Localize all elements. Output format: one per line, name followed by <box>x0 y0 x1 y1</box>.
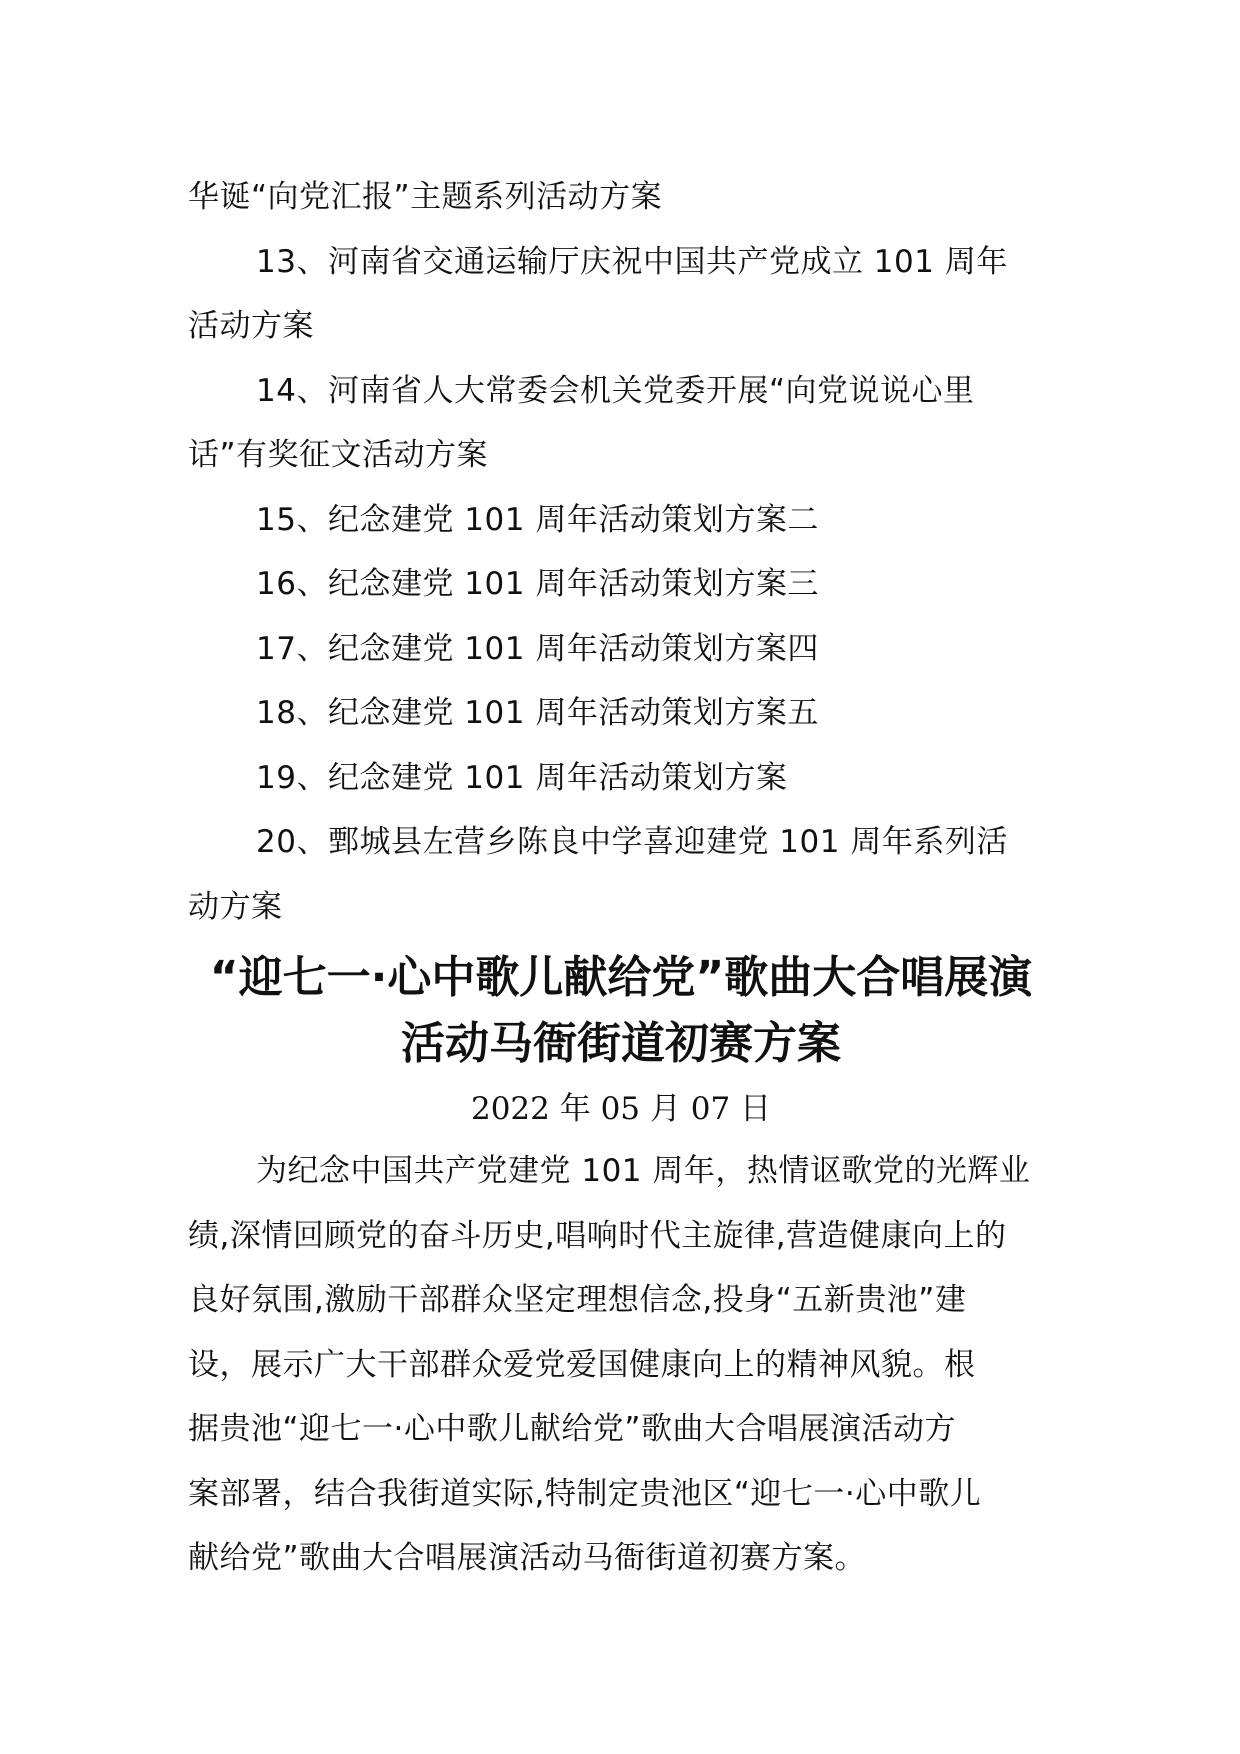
list-item-text: 17、纪念建党 101 周年活动策划方案四 <box>256 630 819 667</box>
list-item-15 <box>188 488 1054 553</box>
list-item-text: 13、河南省交通运输厅庆祝中国共产党成立 101 周年 <box>256 243 1008 280</box>
document-date: 2022 年 05 月 07 日 <box>470 1091 772 1127</box>
body-line: 献给党”歌曲大合唱展演活动马衙街道初赛方案。 <box>188 1540 867 1576</box>
list-item-text: 19、纪念建党 101 周年活动策划方案 <box>256 759 788 796</box>
list-item-text: 14、河南省人大常委会机关党委开展“向党说说心里 <box>256 372 975 409</box>
document-content <box>188 165 1054 1591</box>
body-line: 设，展示广大干部群众爱党爱国健康向上的精神风貌。根 <box>188 1346 976 1383</box>
continued-list-line: 华诞“向党汇报”主题系列活动方案 <box>188 179 663 215</box>
list-item-14 <box>188 359 1054 488</box>
document-title-line-1: “迎七一·心中歌儿献给党”歌曲大合唱展演 <box>209 952 1033 1003</box>
list-item-continuation: 话”有奖征文活动方案 <box>188 437 489 473</box>
list-item-continuation: 动方案 <box>188 888 283 925</box>
list-item-text: 15、纪念建党 101 周年活动策划方案二 <box>256 501 819 538</box>
list-item-text: 20、鄄城县左营乡陈良中学喜迎建党 101 周年系列活 <box>256 824 1008 860</box>
list-item-13 <box>188 230 1054 359</box>
body-line: 良好氛围,激励干部群众坚定理想信念,投身“五新贵池”建 <box>188 1282 967 1318</box>
body-line: 据贵池“迎七一·心中歌儿献给党”歌曲大合唱展演活动方 <box>188 1411 956 1447</box>
list-item-continuation: 活动方案 <box>188 308 314 344</box>
document-title-line-2: 活动马衙街道初赛方案 <box>401 1018 841 1069</box>
list-item-18 <box>188 681 1054 746</box>
body-line: 案部署，结合我街道实际,特制定贵池区“迎七一·心中歌儿 <box>188 1475 982 1512</box>
body-line: 为纪念中国共产党建党 101 周年，热情讴歌党的光辉业 <box>256 1153 1031 1189</box>
body-paragraph <box>188 1139 1054 1591</box>
list-item-text: 16、纪念建党 101 周年活动策划方案三 <box>256 566 819 602</box>
list-item-17 <box>188 617 1054 682</box>
list-item-text: 18、纪念建党 101 周年活动策划方案五 <box>256 695 819 731</box>
list-item-20 <box>188 810 1054 939</box>
list-item-16 <box>188 552 1054 617</box>
list-item-19 <box>188 746 1054 811</box>
body-line: 绩,深情回顾党的奋斗历史,唱响时代主旋律,营造健康向上的 <box>188 1217 1007 1254</box>
